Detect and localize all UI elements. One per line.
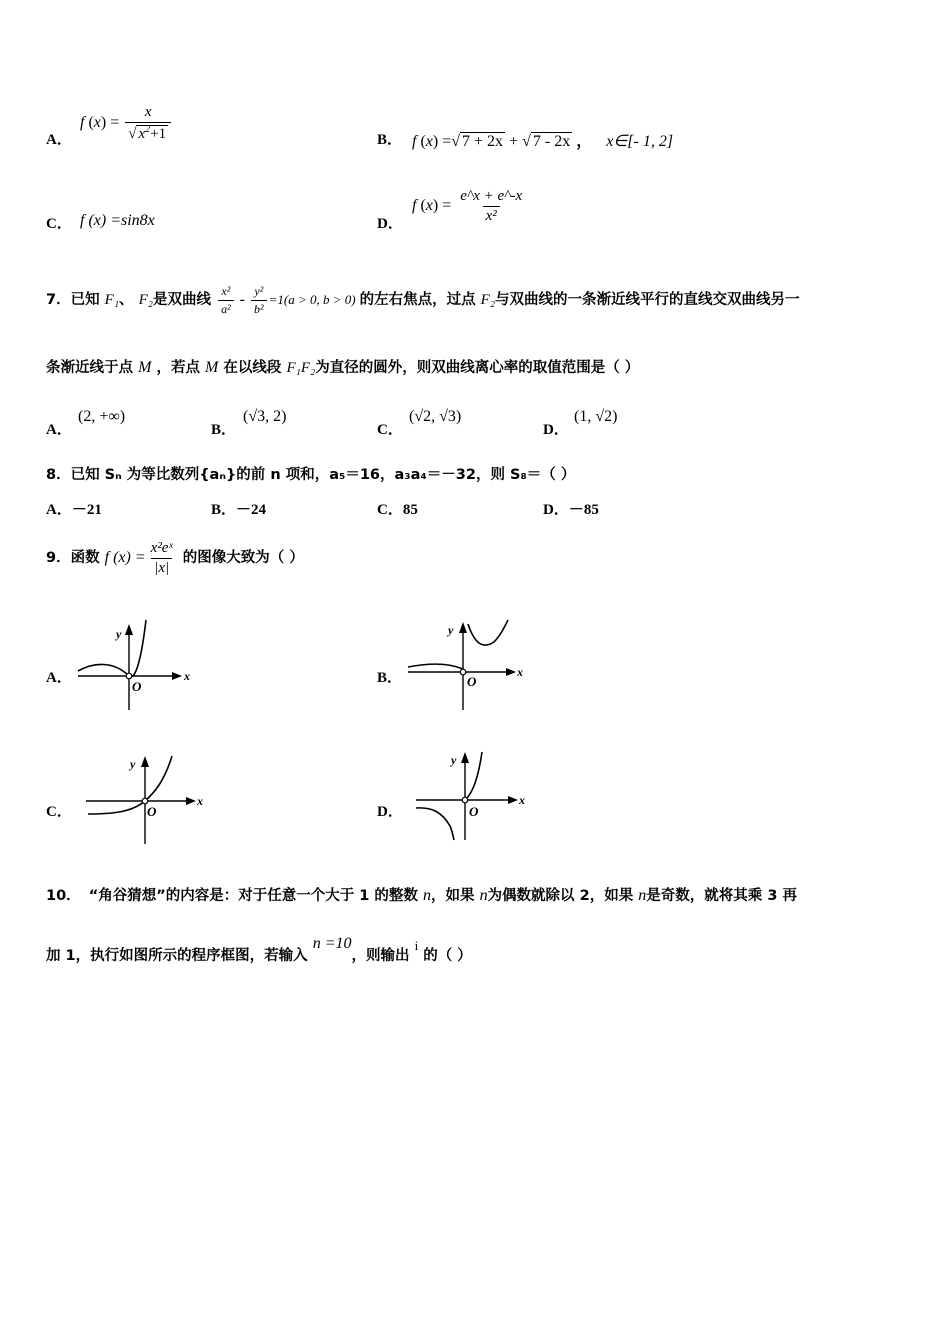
question-8-text: 8．已知 Sₙ 为等比数列{aₙ}的前 n 项和，a₅＝16，a₃a₄＝－32，则 S₈＝（ ）: [46, 467, 576, 483]
q9-option-a-label: A．: [46, 670, 72, 686]
q7-option-b-label: B．: [211, 422, 237, 438]
q7-option-c-value: (√2, √3): [409, 408, 462, 425]
q7-option-c-label: C．: [377, 422, 403, 438]
q9-option-c-label: C．: [46, 804, 72, 820]
question-9-text: 9．函数 f (x) = $\frac{\text{x²eˣ}}{|x|}$ 的图像大致为（ ）: [46, 540, 304, 576]
q9-graph-c-x-label: x: [197, 794, 203, 808]
q9-graph-d-y-label: y: [451, 753, 457, 767]
q9-graph-a-x-label: x: [184, 669, 190, 683]
q9-graph-a-y-label: y: [116, 627, 122, 641]
q7-option-d-value: (1, √2): [574, 408, 618, 425]
q6-option-c-label: C．: [46, 216, 72, 232]
question-7-line-1: 7．已知 F₁、 F₂是双曲线 $\frac{\text{x²}}{\text{a²}}$ - $\frac{\text{y²}}{\text{b²}}$ =1(a > 0, b > 0) 的左右焦点，过点 F₂与双曲线的一条渐近线平行的直线交双曲线另一: [46, 284, 800, 316]
q9-graph-c-y-label: y: [130, 757, 136, 771]
q8-option-b: B．－24: [211, 502, 267, 518]
q8-option-c: C．85: [377, 502, 418, 518]
question-10-line-2: 加 1，执行如图所示的程序框图，若输入 n =10，则输出 i 的（ ）: [46, 935, 472, 964]
q8-option-a: A．－21: [46, 502, 102, 518]
q6-option-b-formula: f (x) =√ 7 + 2x + √ 7 - 2x ， x∈[- 1, 2]: [412, 133, 674, 150]
q9-graph-b: [404, 614, 534, 714]
q9-graph-d-origin: O: [469, 804, 479, 819]
q9-graph-c-origin: O: [147, 804, 157, 819]
q9-graph-b-y-label: y: [448, 623, 454, 637]
q9-option-b-label: B．: [377, 670, 403, 686]
q7-option-a-label: A．: [46, 422, 72, 438]
q6-option-d-label: D．: [377, 216, 403, 232]
q9-graph-d: [412, 744, 542, 844]
q9-graph-a-origin: O: [132, 679, 142, 694]
q7-option-a-value: (2, +∞): [78, 408, 126, 425]
q6-option-c-formula: f (x) =sin8x: [80, 212, 155, 229]
q8-option-d: D．－85: [543, 502, 599, 518]
q9-graph-c: [84, 748, 214, 848]
question-10-line-1: 10． “角谷猜想”的内容是：对于任意一个大于 1 的整数 n，如果 n为偶数就除以 2，如果 n是奇数，就将其乘 3 再: [46, 887, 797, 904]
q6-option-a-formula: f (x) = $\frac{x}{√ x^2+1}$: [80, 104, 173, 143]
q7-option-b-value: (√3, 2): [243, 408, 287, 425]
q6-option-d-formula: f (x) = $\frac{e\^{}x + e\^{}-x}{\text{x²}}$: [412, 188, 523, 224]
q9-graph-b-x-label: x: [517, 665, 523, 679]
q9-graph-d-x-label: x: [519, 793, 525, 807]
q7-option-d-label: D．: [543, 422, 569, 438]
q9-graph-a: [74, 614, 204, 714]
q6-option-b-label: B．: [377, 132, 403, 148]
q9-option-d-label: D．: [377, 804, 403, 820]
q9-graph-b-origin: O: [467, 674, 477, 689]
q6-option-a-label: A．: [46, 132, 72, 148]
question-7-line-2: 条渐近线于点 M ，若点 M 在以线段 F₁F₂为直径的圆外，则双曲线离心率的取值范围是（ ）: [46, 359, 640, 376]
